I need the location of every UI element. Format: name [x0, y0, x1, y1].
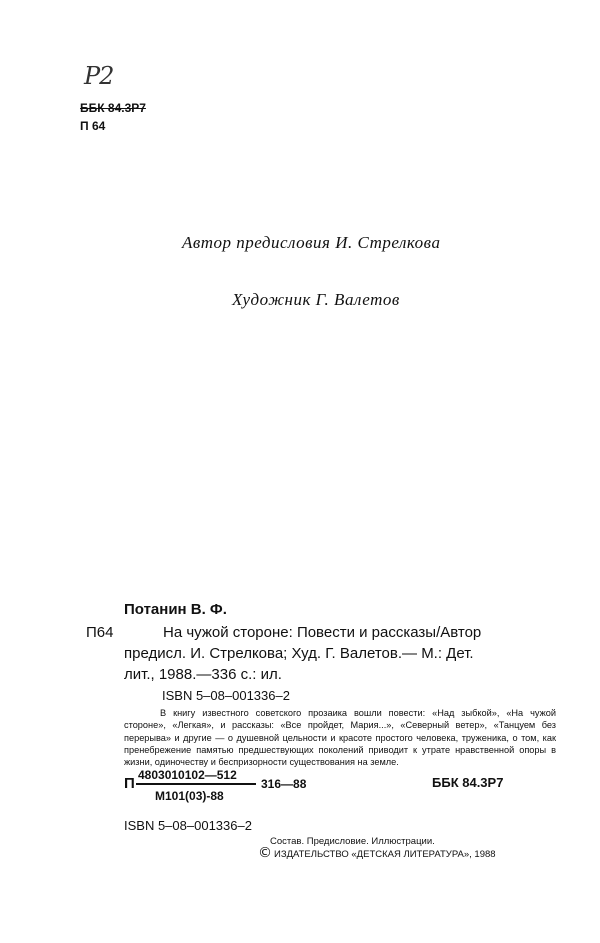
bbk-code: ББК 84.3Р7	[432, 775, 504, 790]
handwritten-mark: Р2	[84, 62, 114, 90]
catalog-card-line: На чужой стороне: Повести и рассказы/Автор	[163, 624, 482, 641]
catalog-card-author: Потанин В. Ф.	[124, 601, 227, 618]
catalog-card-line: лит., 1988.—336 с.: ил.	[124, 666, 282, 683]
preface-author-credit: Автор предисловия И. Стрелкова	[182, 233, 441, 252]
artist-credit: Художник Г. Валетов	[232, 290, 400, 309]
book-annotation: В книгу известного советского прозаика вошли повести: «Над зыбкой», «На чужой стороне», «Легкая», и рассказы: «Все пройдет, Мария...», «Северный ветер», «Танцуем без перерыва» и другие — о душевной цельности и красоте простого человека, труженика, о том, как пренебрежение памятью предшествующих поколений приводит к утрате нравственной опоры в жизни, одиночеству и беспризорности существования на земле.	[124, 708, 556, 768]
imprint-contents: Состав. Предисловие. Иллюстрации.	[270, 836, 435, 847]
shelf-code-struck: ББК 84.3Р7	[80, 101, 146, 115]
author-code: П 64	[80, 119, 106, 133]
isbn-number: ISBN 5–08–001336–2	[124, 818, 252, 833]
index-suffix: 316—88	[261, 777, 307, 791]
copyright-icon: ©	[258, 845, 272, 861]
catalog-card-code: П64	[86, 624, 114, 641]
catalog-card-line: предисл. И. Стрелкова; Худ. Г. Валетов.— М.: Дет.	[124, 645, 474, 662]
imprint-publisher: ИЗДАТЕЛЬСТВО «ДЕТСКАЯ ЛИТЕРАТУРА», 1988	[274, 849, 496, 860]
index-denominator: М101(03)-88	[155, 789, 224, 803]
catalog-card-isbn: ISBN 5–08–001336–2	[162, 688, 290, 703]
index-prefix: П	[124, 775, 135, 792]
index-fraction-bar	[136, 783, 256, 785]
index-numerator: 4803010102—512	[138, 768, 237, 782]
